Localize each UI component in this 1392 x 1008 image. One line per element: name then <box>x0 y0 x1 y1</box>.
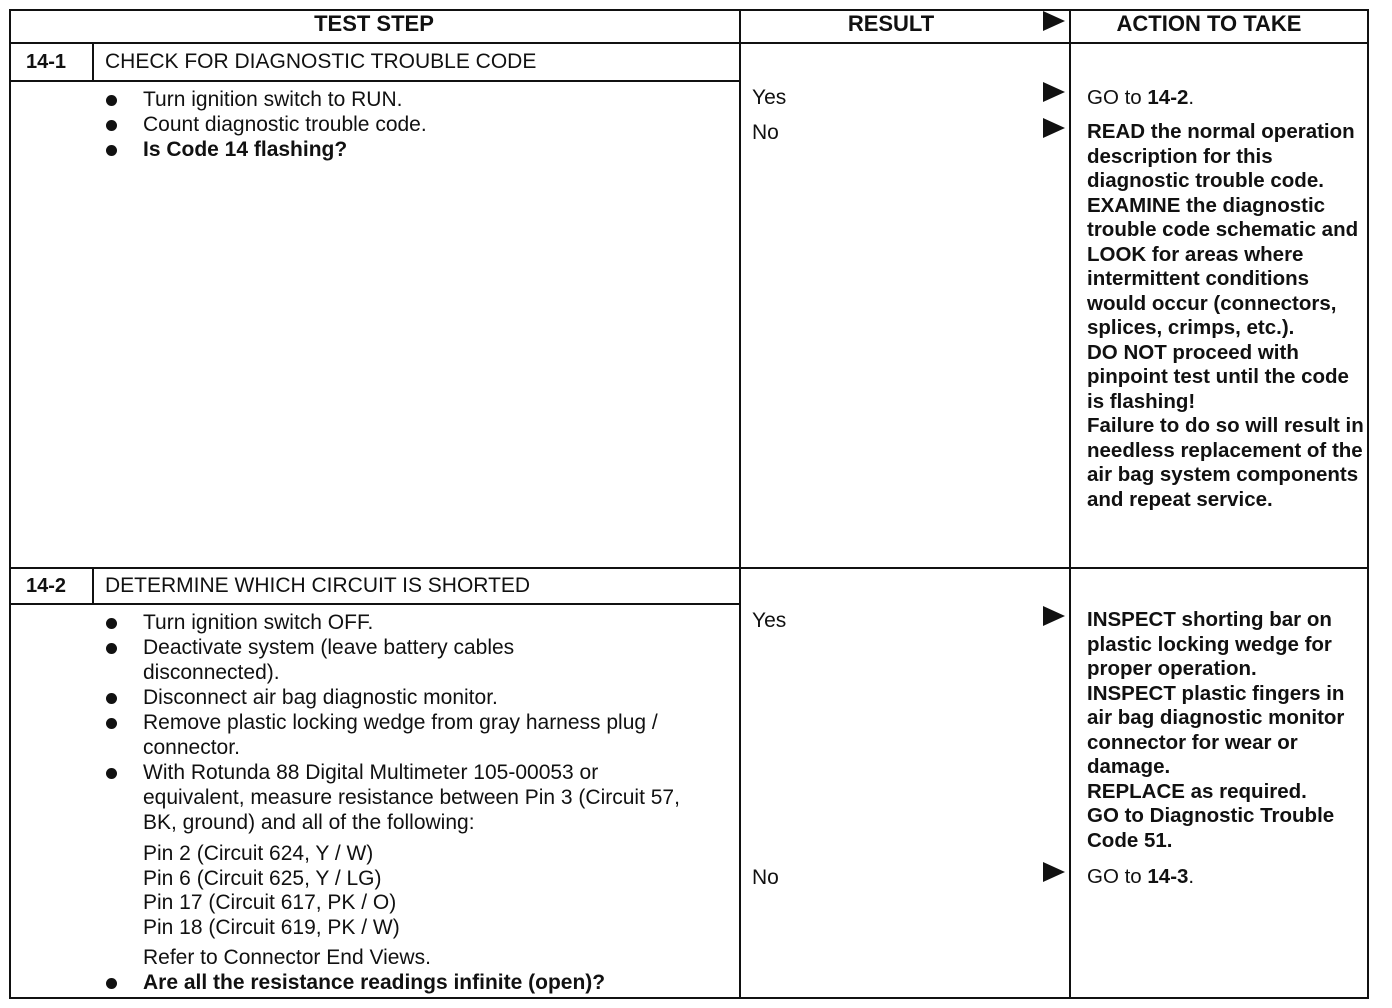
step2-action-no-ref: 14-3 <box>1147 865 1189 888</box>
step2-bullet: Remove plastic locking wedge from gray harness plug / connector. <box>104 710 703 760</box>
step2-bullet: With Rotunda 88 Digital Multimeter 105-00053 or equivalent, measure resistance between Pin 3 (Circuit 57, BK, ground) and all of the following: <box>104 760 703 835</box>
step1-result-yes: Yes <box>752 86 787 109</box>
step2-refer-note: Refer to Connector End Views. <box>143 946 431 969</box>
table-left-border <box>9 9 11 999</box>
step1-no-arrow-icon <box>1043 118 1065 138</box>
step2-action-yes-replace: REPLACE as required. <box>1087 779 1307 803</box>
step1-title: CHECK FOR DIAGNOSTIC TROUBLE CODE <box>105 50 537 73</box>
step2-yes-arrow-icon <box>1043 606 1065 626</box>
pin-item: Pin 2 (Circuit 624, Y / W) <box>143 842 374 865</box>
table-right-border <box>1367 9 1369 999</box>
step2-pin-list <box>143 842 400 940</box>
step1-action-yes-ref: 14-2 <box>1147 86 1189 109</box>
column-divider-result-action <box>1069 9 1071 999</box>
step2-question-list <box>104 970 724 995</box>
header-action: ACTION TO TAKE <box>1116 11 1302 36</box>
step1-bullet: Count diagnostic trouble code. <box>104 112 724 137</box>
step1-action-no <box>1087 120 1365 512</box>
step1-number-divider <box>92 42 94 82</box>
step2-action-no <box>1087 865 1377 890</box>
step1-result-no: No <box>752 121 779 144</box>
step2-number-divider <box>92 567 94 605</box>
header-test-step: TEST STEP <box>314 11 434 36</box>
step2-question: Are all the resistance readings infinite (open)? <box>104 970 724 995</box>
step2-action-no-suffix: . <box>1188 865 1195 888</box>
step1-question: Is Code 14 flashing? <box>104 137 724 162</box>
step2-bullets <box>104 610 684 835</box>
step2-action-yes-inspect-fingers: INSPECT plastic fingers in air bag diagnostic monitor connector for wear or damage. <box>1087 681 1345 778</box>
step2-bullet: Disconnect air bag diagnostic monitor. <box>104 685 684 710</box>
step1-action-yes-suffix: . <box>1188 86 1195 109</box>
header-result: RESULT <box>847 11 935 36</box>
step1-number: 14-1 <box>26 51 67 73</box>
step2-action-yes-goto-ref: Diagnostic Trouble Code 51. <box>1087 804 1335 852</box>
step1-action-no-consequence: Failure to do so will result in needless replacement of the air bag system components and repeat service. <box>1087 414 1364 511</box>
step2-bullet: Deactivate system (leave battery cables disconnected). <box>104 635 553 685</box>
step1-bullet: Turn ignition switch to RUN. <box>104 87 724 112</box>
step2-title-underline <box>9 603 740 605</box>
step2-number: 14-2 <box>26 575 67 597</box>
step2-action-yes-goto-prefix: GO to <box>1087 804 1150 827</box>
step2-title: DETERMINE WHICH CIRCUIT IS SHORTED <box>105 574 531 597</box>
step2-result-yes: Yes <box>752 609 787 632</box>
step1-bullets <box>104 87 724 162</box>
step2-action-no-prefix: GO to <box>1087 865 1148 888</box>
step1-title-underline <box>9 80 740 82</box>
pin-item: Pin 18 (Circuit 619, PK / W) <box>143 915 400 939</box>
table-bottom-border <box>9 997 1369 999</box>
column-divider-step-result <box>739 9 741 999</box>
step1-action-no-text: READ the normal operation description for this diagnostic trouble code. EXAMINE the diagnostic trouble code schematic and LOOK for areas where intermittent conditions would occur (connectors, splices, crimps, etc.). <box>1087 120 1359 339</box>
step1-action-yes-prefix: GO to <box>1087 86 1148 109</box>
header-bottom-border <box>9 42 1369 44</box>
step1-action-no-warning: DO NOT proceed with pinpoint test until the code is flashing! <box>1087 340 1349 413</box>
pin-item: Pin 6 (Circuit 625, Y / LG) <box>143 866 382 890</box>
step2-result-no: No <box>752 866 779 889</box>
step1-yes-arrow-icon <box>1043 82 1065 102</box>
step2-action-yes <box>1087 608 1365 853</box>
row-divider <box>9 567 1369 569</box>
step2-bullet: Turn ignition switch OFF. <box>104 610 684 635</box>
header-arrow-icon <box>1043 11 1065 31</box>
step2-action-yes-inspect-bar: INSPECT shorting bar on plastic locking wedge for proper operation. <box>1087 608 1332 680</box>
step2-no-arrow-icon <box>1043 862 1065 882</box>
pin-item: Pin 17 (Circuit 617, PK / O) <box>143 891 397 914</box>
step1-action-yes <box>1087 86 1377 111</box>
step2-action-yes-goto <box>1087 804 1365 853</box>
